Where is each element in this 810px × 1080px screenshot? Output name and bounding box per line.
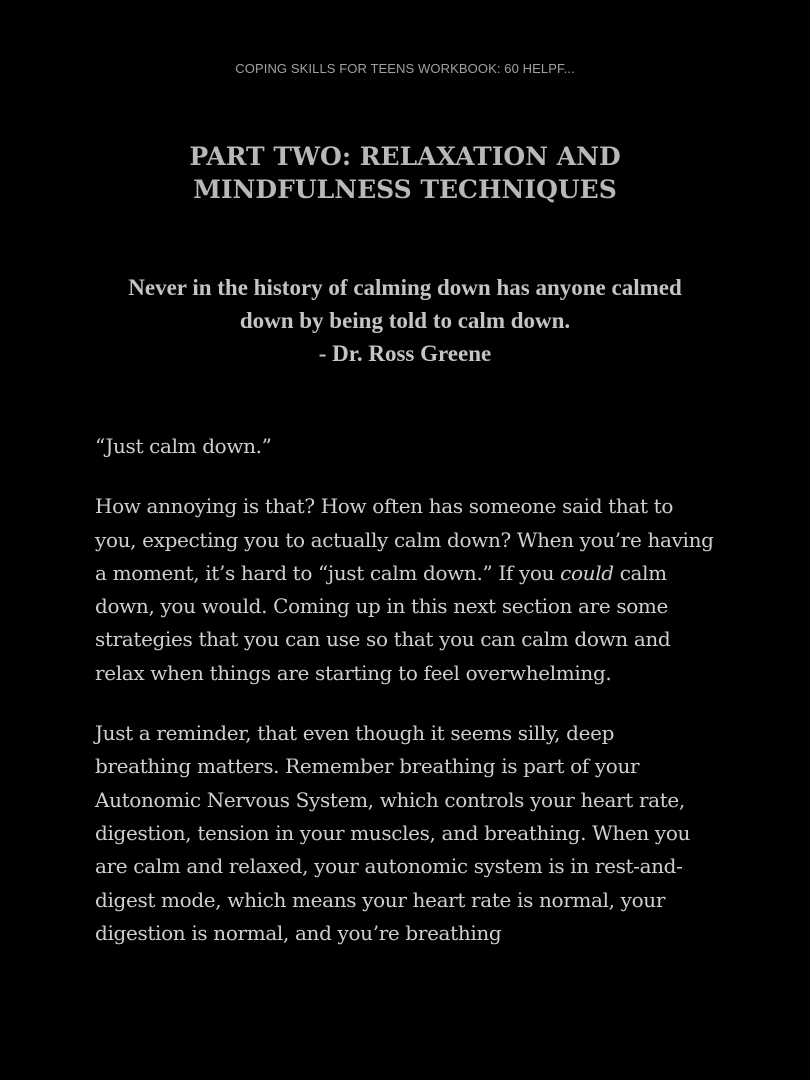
epigraph-attribution: - Dr. Ross Greene: [318, 341, 492, 366]
paragraph-1: “Just calm down.”: [95, 434, 272, 458]
paragraph-2-text-b: calm down, you would. Coming up in this next section are some strategies that you can use so that you can calm down and relax when things are starting to feel overwhelming.: [95, 560, 671, 685]
chapter-title-line-1: PART TWO: RELAXATION AND: [189, 142, 621, 171]
body-text: [95, 430, 715, 977]
paragraph-3: Just a reminder, that even though it seems silly, deep breathing matters. Remember breathing is part of your Autonomic Nervous System, which controls your heart rate, digestion, tension in your muscles, and breathing. When you are calm and relaxed, your autonomic system is in rest-and-digest mode, which means your heart rate is normal, your digestion is normal, and you’re breathing: [95, 721, 691, 945]
chapter-title: [95, 140, 715, 206]
epigraph-line-2: down by being told to calm down.: [239, 308, 571, 333]
paragraph-2: [95, 490, 715, 690]
running-header: COPING SKILLS FOR TEENS WORKBOOK: 60 HELPF...: [235, 61, 575, 76]
paragraph-2-text-a: How annoying is that? How often has someone said that to you, expecting you to actually calm down? When you’re having a moment, it’s hard to “just calm down.” If you: [95, 494, 714, 585]
epigraph-quote: [95, 271, 715, 370]
epigraph-line-1: Never in the history of calming down has anyone calmed: [128, 275, 682, 300]
paragraph-2-emphasis: could: [560, 560, 614, 585]
chapter-title-line-2: MINDFULNESS TECHNIQUES: [193, 175, 617, 204]
